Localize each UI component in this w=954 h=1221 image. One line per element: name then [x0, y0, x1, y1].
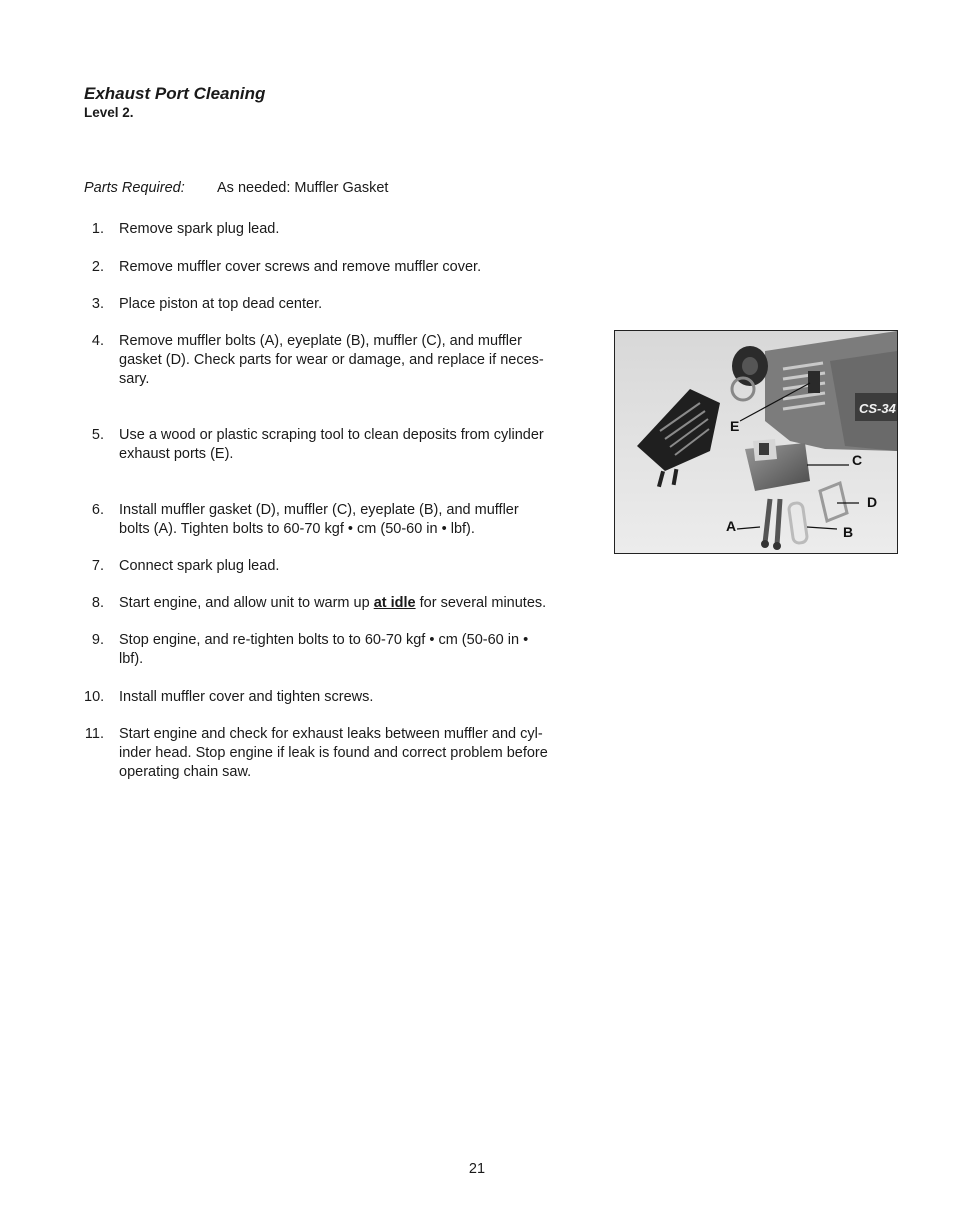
step-number: 5.	[91, 427, 104, 443]
step-text: Install muffler cover and tighten screws.	[119, 689, 374, 705]
step-text	[119, 426, 589, 464]
step-text-line: inder head. Stop engine if leak is found and correct problem before	[119, 745, 548, 761]
step-text: Place piston at top dead center.	[119, 296, 323, 312]
step-text-line: Install muffler gasket (D), muffler (C), eyeplate (B), and muffler	[119, 502, 519, 518]
step-text	[119, 631, 589, 669]
step-number: 3.	[91, 296, 104, 312]
step-text-line: lbf).	[119, 651, 144, 667]
callout-c: C	[852, 452, 863, 468]
at-idle-emphasis: at idle	[373, 595, 416, 611]
step-number: 8.	[91, 595, 104, 611]
step-text	[119, 594, 589, 613]
callout-e: E	[730, 418, 740, 434]
step-text: Remove spark plug lead.	[119, 221, 280, 237]
step-text-line: bolts (A). Tighten bolts to 60-70 kgf • cm (50-60 in • lbf).	[119, 521, 475, 537]
step-number: 10.	[84, 689, 105, 705]
step-text: Connect spark plug lead.	[119, 558, 280, 574]
parts-required-label: Parts Required:	[84, 180, 185, 196]
step-text-part: for several minutes.	[415, 595, 547, 611]
step-number: 1.	[91, 221, 104, 237]
step-number: 7.	[91, 558, 104, 574]
exhaust-port	[808, 371, 820, 393]
step-number: 4.	[91, 333, 104, 349]
step-text-line: sary.	[119, 371, 150, 387]
step-number: 2.	[91, 259, 104, 275]
step-text	[119, 501, 589, 539]
callout-b: B	[843, 524, 854, 540]
step-number: 11.	[84, 726, 104, 742]
step-text	[119, 332, 589, 389]
muffler-parts-photo	[614, 330, 898, 554]
callout-a: A	[726, 518, 737, 534]
step-text-line: Use a wood or plastic scraping tool to clean deposits from cylinder	[119, 427, 544, 443]
step-number: 6.	[91, 502, 104, 518]
parts-required	[84, 180, 388, 196]
parts-required-value: As needed: Muffler Gasket	[217, 180, 389, 196]
step-text	[119, 725, 589, 782]
step-text: Remove muffler cover screws and remove muffler cover.	[119, 259, 482, 275]
step-text-line: gasket (D). Check parts for wear or damage, and replace if neces-	[119, 352, 544, 368]
step-text-part: Start engine, and allow unit to warm up	[119, 595, 374, 611]
step-text-line: Stop engine, and re-tighten bolts to to 60-70 kgf • cm (50-60 in •	[119, 632, 529, 648]
step-text-line: Start engine and check for exhaust leaks between muffler and cyl-	[119, 726, 543, 742]
callout-d: D	[867, 494, 878, 510]
step-text-line: operating chain saw.	[119, 764, 252, 780]
step-text-line: exhaust ports (E).	[119, 446, 234, 462]
level-label: Level 2.	[84, 105, 134, 120]
muffler-parts-illustration	[615, 331, 897, 553]
step-number: 9.	[91, 632, 104, 648]
page-number: 21	[468, 1161, 486, 1177]
step-text-line: Remove muffler bolts (A), eyeplate (B), muffler (C), and muffler	[119, 333, 522, 349]
brand-label: CS-34	[859, 401, 896, 416]
section-title: Exhaust Port Cleaning	[84, 84, 266, 103]
